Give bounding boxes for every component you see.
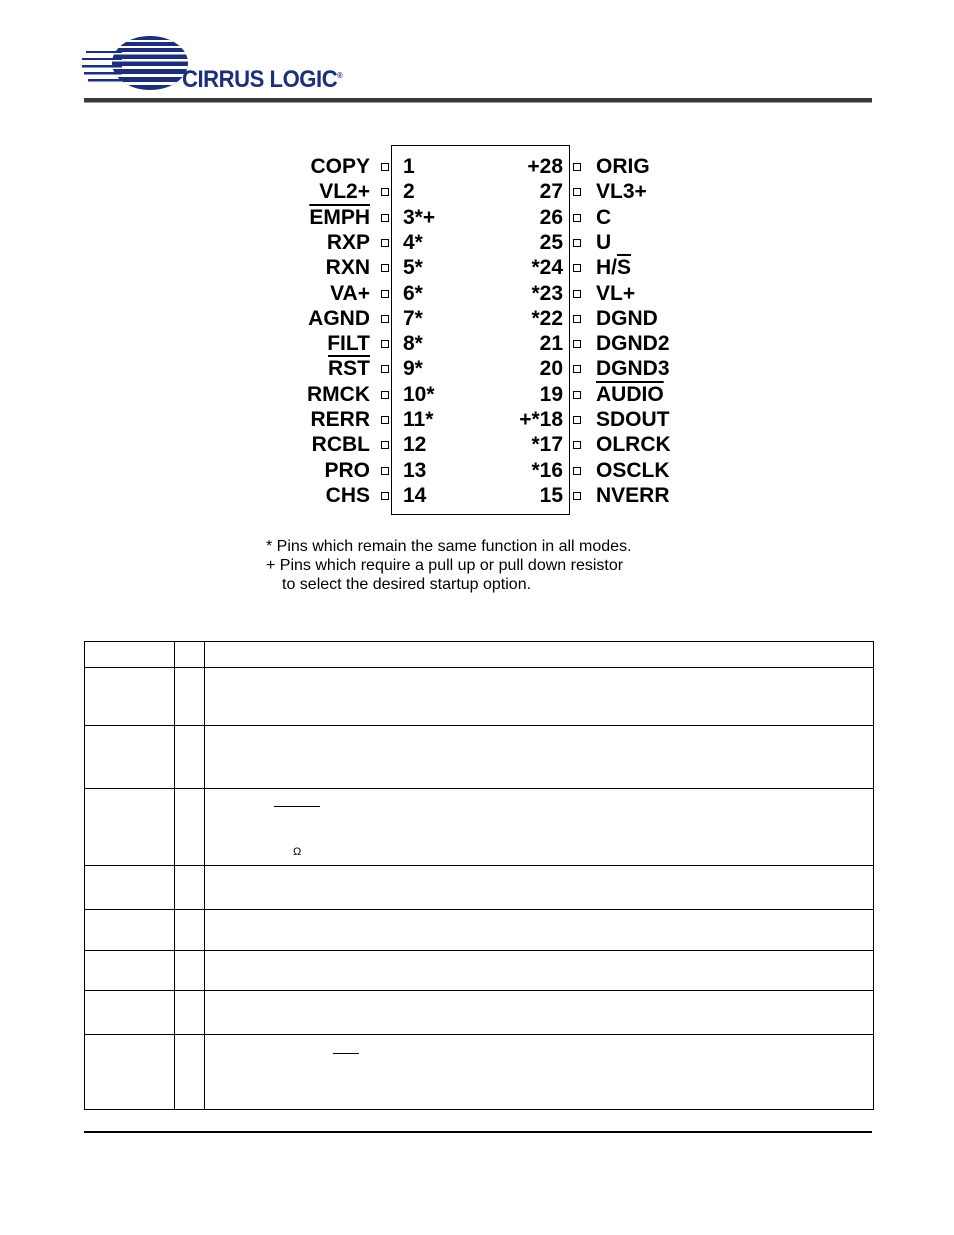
pin-name: COPY [310, 155, 370, 178]
table-row-divider [85, 990, 873, 991]
overline-mark [343, 1034, 371, 1035]
table-row-divider [85, 788, 873, 789]
pin-terminal-icon [573, 492, 581, 500]
pin-name: OLRCK [596, 433, 671, 457]
pin-name: SDOUT [596, 408, 670, 431]
omega-symbol: Ω [293, 846, 302, 858]
pin-name: $\overline{RST}$ [328, 357, 370, 381]
pin-number: 9* [403, 357, 423, 381]
pin-terminal-icon [573, 315, 581, 323]
pin-name: VL3+ [596, 180, 647, 204]
pin-number: 20 [539, 357, 563, 381]
pin-name [596, 256, 631, 280]
table-row-divider [85, 725, 873, 726]
pin-number: *16 [531, 458, 563, 482]
pin-name: VL+ [596, 281, 636, 305]
footer-rule [84, 1131, 872, 1133]
table-row-divider [85, 865, 873, 866]
table-row-divider [85, 667, 873, 668]
pin-number: 8* [403, 332, 423, 356]
cirrus-logic-logo [82, 34, 372, 94]
pin-name: AUDIO [596, 382, 664, 406]
pin-terminal-icon [573, 416, 581, 424]
pin-number: 4* [403, 230, 423, 254]
pin-number: 13 [403, 458, 427, 482]
pinout-footnotes [266, 537, 632, 594]
logo-globe-icon [82, 34, 192, 96]
pin-number: 6* [403, 281, 423, 305]
pin-number: +*18 [519, 408, 563, 431]
pin-row-right [0, 383, 954, 407]
pin-name-part: H/ [596, 256, 617, 280]
pin-name: DGND [596, 306, 658, 330]
pin-number: *23 [531, 281, 563, 305]
pin-row-right [0, 459, 954, 483]
footnote-plus: + Pins which require a pull up or pull down resistor [266, 557, 624, 574]
footnote-plus-continued: to select the desired startup option. [282, 576, 532, 593]
pin-terminal-icon [573, 188, 581, 196]
pin-number: 1 [403, 155, 415, 178]
pin-terminal-icon [573, 467, 581, 475]
pin-number: 11* [403, 408, 434, 431]
pin-number: 25 [539, 230, 563, 254]
pin-number: *24 [531, 256, 563, 280]
pin-name-part-overlined: $\overline{S}$ [617, 256, 632, 280]
pin-number: 10* [403, 382, 435, 406]
pin-terminal-icon [573, 340, 581, 348]
pin-name: NVERR [596, 483, 670, 507]
registered-mark: ® [337, 71, 343, 80]
pin-terminal-icon [573, 391, 581, 399]
pin-row-right [0, 307, 954, 331]
pin-row-right [0, 231, 954, 255]
pin-number: 3*+ [403, 205, 436, 229]
pin-name: RCBL [311, 433, 370, 457]
pin-name: DGND2 [596, 332, 670, 356]
table-column-divider [204, 642, 205, 1109]
pin-row-right [0, 206, 954, 230]
pin-name: CHS [325, 483, 370, 507]
footnote-asterisk: * Pins which remain the same function in all modes. [266, 538, 632, 555]
pin-number: 14 [403, 483, 427, 507]
pin-number: 5* [403, 256, 423, 280]
table-row-divider [85, 950, 873, 951]
pin-number: *17 [531, 433, 563, 457]
pin-name: FILT [327, 332, 370, 356]
pin-terminal-icon [573, 239, 581, 247]
pin-name: C [596, 205, 612, 229]
pin-terminal-icon [573, 441, 581, 449]
pin-name: RERR [310, 408, 370, 431]
pin-number: 2 [403, 180, 415, 204]
overline-mark [274, 806, 320, 807]
pin-number: 15 [539, 483, 563, 507]
pin-name: OSCLK [596, 458, 670, 482]
pin-name: AGND [308, 306, 370, 330]
pin-row-right [0, 155, 954, 179]
pin-number: 12 [403, 433, 427, 457]
pin-row-right [0, 484, 954, 508]
overline-mark [333, 1053, 359, 1054]
logo-text: CIRRUS LOGIC [182, 66, 338, 93]
pin-number: 21 [539, 332, 563, 356]
table-row-divider [85, 909, 873, 910]
pin-terminal-icon [573, 365, 581, 373]
pin-name: EMPH [309, 205, 370, 229]
pin-row-right [0, 332, 954, 356]
pin-terminal-icon [573, 290, 581, 298]
table-row-divider [85, 1034, 873, 1035]
table-column-divider [174, 642, 175, 1109]
pin-terminal-icon [573, 214, 581, 222]
pin-number: 7* [403, 306, 423, 330]
pin-row-right [0, 408, 954, 432]
pin-description-table [84, 641, 874, 1110]
pin-name: RXN [325, 256, 370, 280]
header-rule-shadow [84, 102, 872, 103]
overline-mark [386, 788, 431, 789]
pin-row-right [0, 282, 954, 306]
pin-name: VA+ [330, 281, 370, 305]
pin-name: U [596, 230, 612, 254]
pin-number: +28 [527, 155, 563, 178]
pin-name: VL2+ [319, 180, 370, 204]
pin-number: *22 [531, 306, 563, 330]
pin-terminal-icon [573, 264, 581, 272]
pin-row-right [0, 180, 954, 204]
pin-terminal-icon [573, 163, 581, 171]
pin-name: RMCK [307, 382, 370, 406]
pin-row-right [0, 256, 954, 280]
pin-name: PRO [324, 458, 370, 482]
logo-wordmark [182, 66, 342, 94]
pin-row-right [0, 357, 954, 381]
pin-name: RXP [326, 230, 370, 254]
pin-name: DGND3 [596, 357, 670, 381]
pin-number: 19 [539, 382, 563, 406]
pin-number: 26 [539, 205, 563, 229]
pin-name: ORIG [596, 155, 650, 178]
pin-row-right [0, 433, 954, 457]
pin-number: 27 [539, 180, 563, 204]
